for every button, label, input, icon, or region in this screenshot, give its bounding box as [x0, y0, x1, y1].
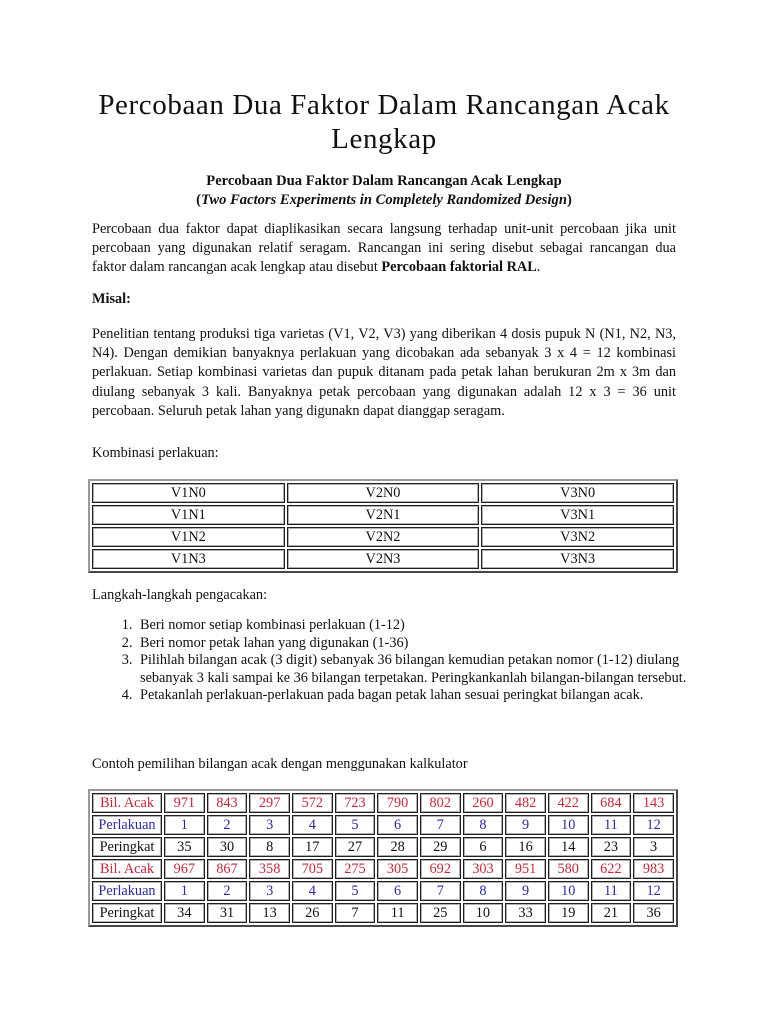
langkah-label: Langkah-langkah pengacakan: — [92, 587, 268, 603]
random-row-peringkat — [92, 903, 674, 923]
random-row-bil-acak — [92, 793, 674, 813]
combination-cell: V3N1 — [481, 505, 674, 525]
value-cell: 10 — [548, 881, 589, 901]
value-cell: 3 — [249, 881, 290, 901]
value-cell: 8 — [463, 815, 504, 835]
random-row-peringkat — [92, 837, 674, 857]
example-paragraph: Penelitian tentang produksi tiga varietas (V1, V2, V3) yang diberikan 4 dosis pupuk N (N1, N2, N3, N4). Dengan demikian banyaknya perlakuan yang dicobakan ada sebanyak 3 x 4 = 12 kombinasi perlakuan. Setiap kombinasi varietas dan pupuk ditanam pada petak lahan berukuran 2m x 3m dan diulang sebanyak 3 kali. Banyaknya petak percobaan yang digunakan adalah 12 x 3 = 36 unit percobaan. Seluruh petak lahan yang digunakn dapat dianggap seragam. — [92, 326, 676, 419]
value-cell: 5 — [335, 815, 376, 835]
value-cell: 260 — [463, 793, 504, 813]
value-cell: 297 — [249, 793, 290, 813]
value-cell: 11 — [377, 903, 418, 923]
value-cell: 35 — [164, 837, 205, 857]
step-item: 3. Pilihlah bilangan acak (3 digit) sebanyak 36 bilangan kemudian petakan nomor (1-12) diulang sebanyak 3 kali sampai ke 36 bilangan terpetakan. Peringkankanlah bilangan-bilangan tersebut. — [136, 652, 720, 687]
value-cell: 8 — [249, 837, 290, 857]
value-cell: 19 — [548, 903, 589, 923]
value-cell: 622 — [591, 859, 632, 879]
combination-cell: V2N2 — [287, 527, 480, 547]
value-cell: 11 — [591, 881, 632, 901]
step-item: 2. Beri nomor petak lahan yang digunakan (1-36) — [136, 635, 720, 653]
value-cell: 25 — [420, 903, 461, 923]
combination-cell: V1N2 — [92, 527, 285, 547]
value-cell: 305 — [377, 859, 418, 879]
value-cell: 26 — [292, 903, 333, 923]
combination-cell: V2N1 — [287, 505, 480, 525]
value-cell: 30 — [207, 837, 248, 857]
row-label: Bil. Acak — [92, 859, 162, 879]
random-number-table — [88, 789, 678, 927]
value-cell: 843 — [207, 793, 248, 813]
value-cell: 6 — [377, 881, 418, 901]
intro-text: Percobaan dua faktor dapat diaplikasikan secara langsung terhadap unit-unit percobaan jika unit percobaan yang digunakan relatif seragam. Rancangan ini sering disebut sebagai rancangan dua faktor dalam rancangan acak lengkap atau disebut — [92, 221, 676, 276]
value-cell: 23 — [591, 837, 632, 857]
combination-cell: V2N0 — [287, 483, 480, 503]
value-cell: 6 — [377, 815, 418, 835]
value-cell: 14 — [548, 837, 589, 857]
intro-paragraph — [92, 220, 676, 278]
value-cell: 951 — [505, 859, 546, 879]
value-cell: 275 — [335, 859, 376, 879]
subtitle-english: Two Factors Experiments in Completely Randomized Design — [201, 192, 567, 208]
value-cell: 684 — [591, 793, 632, 813]
value-cell: 572 — [292, 793, 333, 813]
subtitle-line-1: Percobaan Dua Faktor Dalam Rancangan Acak Lengkap — [206, 173, 562, 189]
value-cell: 303 — [463, 859, 504, 879]
value-cell: 11 — [591, 815, 632, 835]
value-cell: 12 — [633, 815, 674, 835]
row-label: Perlakuan — [92, 881, 162, 901]
value-cell: 7 — [420, 881, 461, 901]
value-cell: 36 — [633, 903, 674, 923]
combination-cell: V3N3 — [481, 549, 674, 569]
value-cell: 705 — [292, 859, 333, 879]
value-cell: 21 — [591, 903, 632, 923]
value-cell: 723 — [335, 793, 376, 813]
value-cell: 692 — [420, 859, 461, 879]
combination-row — [92, 483, 674, 503]
value-cell: 29 — [420, 837, 461, 857]
combination-row — [92, 527, 674, 547]
combination-cell: V1N0 — [92, 483, 285, 503]
combination-table — [88, 479, 678, 573]
value-cell: 2 — [207, 881, 248, 901]
random-row-perlakuan — [92, 815, 674, 835]
value-cell: 12 — [633, 881, 674, 901]
value-cell: 3 — [633, 837, 674, 857]
kombinasi-label: Kombinasi perlakuan: — [92, 445, 219, 461]
paren-open: ( — [196, 192, 202, 208]
value-cell: 983 — [633, 859, 674, 879]
value-cell: 27 — [335, 837, 376, 857]
value-cell: 16 — [505, 837, 546, 857]
contoh-label: Contoh pemilihan bilangan acak dengan menggunakan kalkulator — [92, 756, 468, 772]
value-cell: 802 — [420, 793, 461, 813]
combination-row — [92, 505, 674, 525]
combination-row — [92, 549, 674, 569]
value-cell: 9 — [505, 881, 546, 901]
value-cell: 9 — [505, 815, 546, 835]
value-cell: 34 — [164, 903, 205, 923]
combination-cell: V3N2 — [481, 527, 674, 547]
subtitle — [92, 172, 676, 210]
intro-keyword: Percobaan faktorial RAL — [381, 259, 537, 276]
value-cell: 971 — [164, 793, 205, 813]
combination-cell: V3N0 — [481, 483, 674, 503]
value-cell: 2 — [207, 815, 248, 835]
value-cell: 5 — [335, 881, 376, 901]
value-cell: 13 — [249, 903, 290, 923]
value-cell: 7 — [335, 903, 376, 923]
random-row-perlakuan — [92, 881, 674, 901]
value-cell: 10 — [548, 815, 589, 835]
value-cell: 580 — [548, 859, 589, 879]
misal-heading: Misal: — [92, 291, 131, 307]
randomization-steps — [92, 617, 720, 705]
value-cell: 967 — [164, 859, 205, 879]
value-cell: 867 — [207, 859, 248, 879]
subtitle-line-2 — [92, 191, 676, 210]
step-item: 4. Petakanlah perlakuan-perlakuan pada bagan petak lahan sesuai peringkat bilangan acak. — [136, 687, 720, 705]
combination-cell: V1N1 — [92, 505, 285, 525]
value-cell: 4 — [292, 815, 333, 835]
value-cell: 422 — [548, 793, 589, 813]
combination-cell: V1N3 — [92, 549, 285, 569]
value-cell: 358 — [249, 859, 290, 879]
intro-end: . — [536, 259, 541, 276]
value-cell: 790 — [377, 793, 418, 813]
row-label: Bil. Acak — [92, 793, 162, 813]
value-cell: 28 — [377, 837, 418, 857]
value-cell: 8 — [463, 881, 504, 901]
value-cell: 31 — [207, 903, 248, 923]
row-label: Peringkat — [92, 903, 162, 923]
step-item: 1. Beri nomor setiap kombinasi perlakuan (1-12) — [136, 617, 720, 635]
value-cell: 143 — [633, 793, 674, 813]
value-cell: 3 — [249, 815, 290, 835]
value-cell: 4 — [292, 881, 333, 901]
value-cell: 10 — [463, 903, 504, 923]
row-label: Peringkat — [92, 837, 162, 857]
combination-cell: V2N3 — [287, 549, 480, 569]
random-row-bil-acak — [92, 859, 674, 879]
value-cell: 33 — [505, 903, 546, 923]
paren-close: ) — [566, 192, 572, 208]
value-cell: 6 — [463, 837, 504, 857]
page-title: Percobaan Dua Faktor Dalam Rancangan Acak Lengkap — [98, 89, 670, 155]
value-cell: 482 — [505, 793, 546, 813]
value-cell: 1 — [164, 815, 205, 835]
value-cell: 1 — [164, 881, 205, 901]
value-cell: 17 — [292, 837, 333, 857]
row-label: Perlakuan — [92, 815, 162, 835]
value-cell: 7 — [420, 815, 461, 835]
